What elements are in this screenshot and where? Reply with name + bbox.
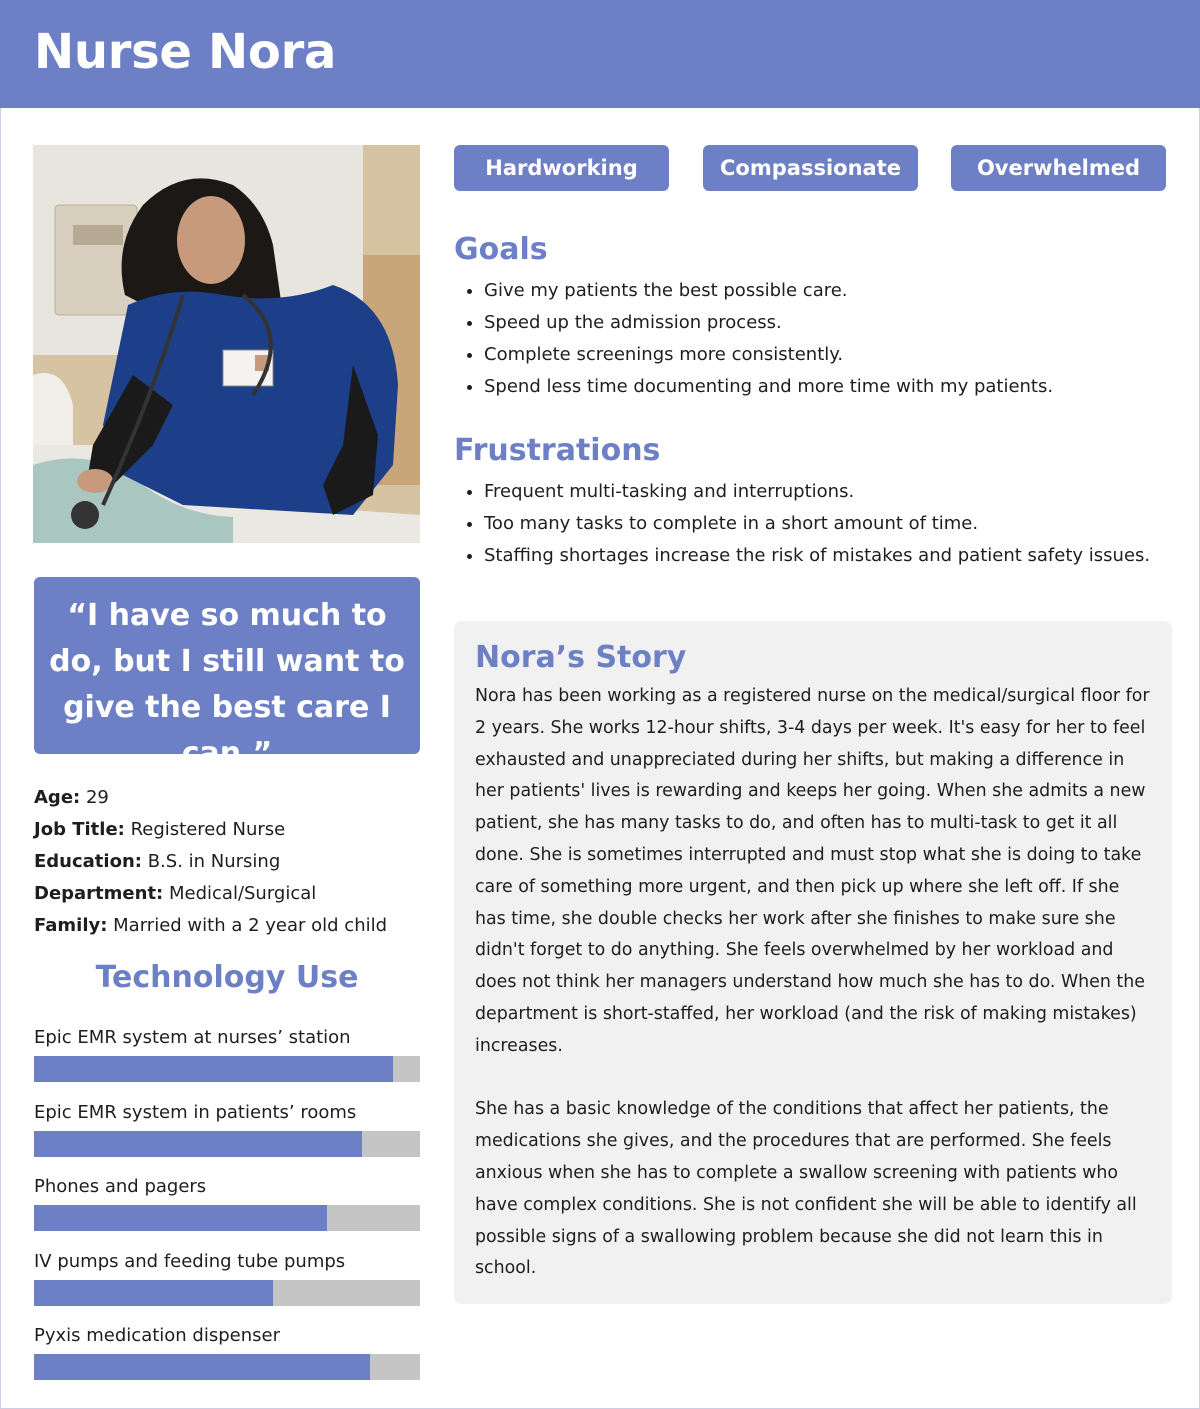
header-banner bbox=[0, 0, 1200, 108]
fact-value: Registered Nurse bbox=[130, 819, 286, 840]
fact-family bbox=[34, 912, 424, 944]
trait-tag-hardworking: Hardworking bbox=[454, 145, 669, 191]
tech-item bbox=[34, 1024, 420, 1099]
tech-usage-bar bbox=[34, 1131, 420, 1157]
trait-tag-overwhelmed: Overwhelmed bbox=[951, 145, 1166, 191]
persona-facts bbox=[34, 784, 424, 944]
frustrations-list bbox=[466, 478, 1150, 574]
story-paragraph: She has a basic knowledge of the conditions that affect her patients, the medications she gives, and the procedures that are performed. She feels anxious when she has to complete a swallow screening with patients who have complex conditions. She is not confident she will be able to identify all possible signs of a swallowing problem because she did not learn this in school. bbox=[475, 1099, 1137, 1279]
tech-item bbox=[34, 1099, 420, 1174]
tech-label: Pyxis medication dispenser bbox=[34, 1325, 280, 1346]
trait-tag-compassionate: Compassionate bbox=[703, 145, 918, 191]
goals-list bbox=[466, 277, 1053, 405]
frustration-item: • Staffing shortages increase the risk of mistakes and patient safety issues. bbox=[484, 542, 1150, 574]
fact-value: Medical/Surgical bbox=[168, 883, 317, 904]
technology-use-title: Technology Use bbox=[95, 960, 359, 995]
tech-item bbox=[34, 1322, 420, 1397]
persona-name: Nurse Nora bbox=[34, 24, 337, 80]
persona-quote: “I have so much to do, but I still want to give the best care I can.” bbox=[34, 577, 420, 754]
tech-label: Epic EMR system in patients’ rooms bbox=[34, 1101, 357, 1123]
tech-usage-bar bbox=[34, 1205, 420, 1231]
tech-usage-fill bbox=[34, 1280, 273, 1306]
tech-usage-bar bbox=[34, 1354, 420, 1380]
tech-label: Epic EMR system at nurses’ station bbox=[34, 1027, 351, 1048]
fact-label: Age: bbox=[34, 787, 81, 808]
tech-usage-fill bbox=[34, 1205, 327, 1231]
goal-item: • Give my patients the best possible care. bbox=[484, 277, 1053, 309]
fact-value: 29 bbox=[85, 787, 109, 808]
trait-tags bbox=[454, 145, 1168, 191]
frustration-item: • Too many tasks to complete in a short amount of time. bbox=[484, 510, 1150, 542]
fact-label: Department: bbox=[34, 883, 164, 904]
fact-label: Family: bbox=[34, 915, 108, 936]
story-paragraph: Nora has been working as a registered nurse on the medical/surgical floor for 2 years. She works 12-hour shifts, 3-4 days per week. It's easy for her to feel exhausted and unappreciated during her shifts, but making a difference in her patients' lives is rewarding and keeps her going. When she admits a new patient, she has many tasks to do, and often has to multi-task to get it all done. She is sometimes interrupted and must stop what she is doing to take care of something more urgent, and then pick up where she left off. If she has time, she double checks her work after she finishes to make sure she didn't forget to do anything. She feels overwhelmed by her workload and does not think her managers understand how much she has to do. When the department is short-staffed, her workload (and the risk of making mistakes) increases. bbox=[475, 686, 1150, 1056]
tech-usage-fill bbox=[34, 1056, 393, 1082]
fact-department bbox=[34, 880, 424, 912]
fact-job-title bbox=[34, 816, 424, 848]
tech-usage-fill bbox=[34, 1131, 362, 1157]
goal-item: • Speed up the admission process. bbox=[484, 309, 1053, 341]
technology-use-list bbox=[34, 1024, 420, 1397]
tech-label: IV pumps and feeding tube pumps bbox=[34, 1250, 346, 1272]
goals-title: Goals bbox=[454, 232, 548, 267]
fact-education bbox=[34, 848, 424, 880]
tech-item bbox=[34, 1248, 420, 1323]
frustration-item: • Frequent multi-tasking and interruptions. bbox=[484, 478, 1150, 510]
tech-usage-fill bbox=[34, 1354, 370, 1380]
tech-label: Phones and pagers bbox=[34, 1176, 207, 1197]
story-title: Nora’s Story bbox=[475, 640, 687, 675]
fact-label: Job Title: bbox=[34, 819, 125, 840]
goal-item: • Complete screenings more consistently. bbox=[484, 341, 1053, 373]
fact-label: Education: bbox=[34, 851, 142, 872]
frustrations-title: Frustrations bbox=[454, 433, 661, 468]
tech-usage-bar bbox=[34, 1280, 420, 1306]
story-panel bbox=[454, 621, 1172, 1304]
tech-item bbox=[34, 1173, 420, 1248]
fact-age bbox=[34, 784, 424, 816]
fact-value: Married with a 2 year old child bbox=[113, 915, 388, 936]
goal-item: • Spend less time documenting and more time with my patients. bbox=[484, 373, 1053, 405]
tech-usage-bar bbox=[34, 1056, 420, 1082]
nurse-photo-illustration bbox=[33, 145, 420, 543]
persona-photo bbox=[33, 145, 420, 543]
fact-value: B.S. in Nursing bbox=[147, 851, 281, 872]
